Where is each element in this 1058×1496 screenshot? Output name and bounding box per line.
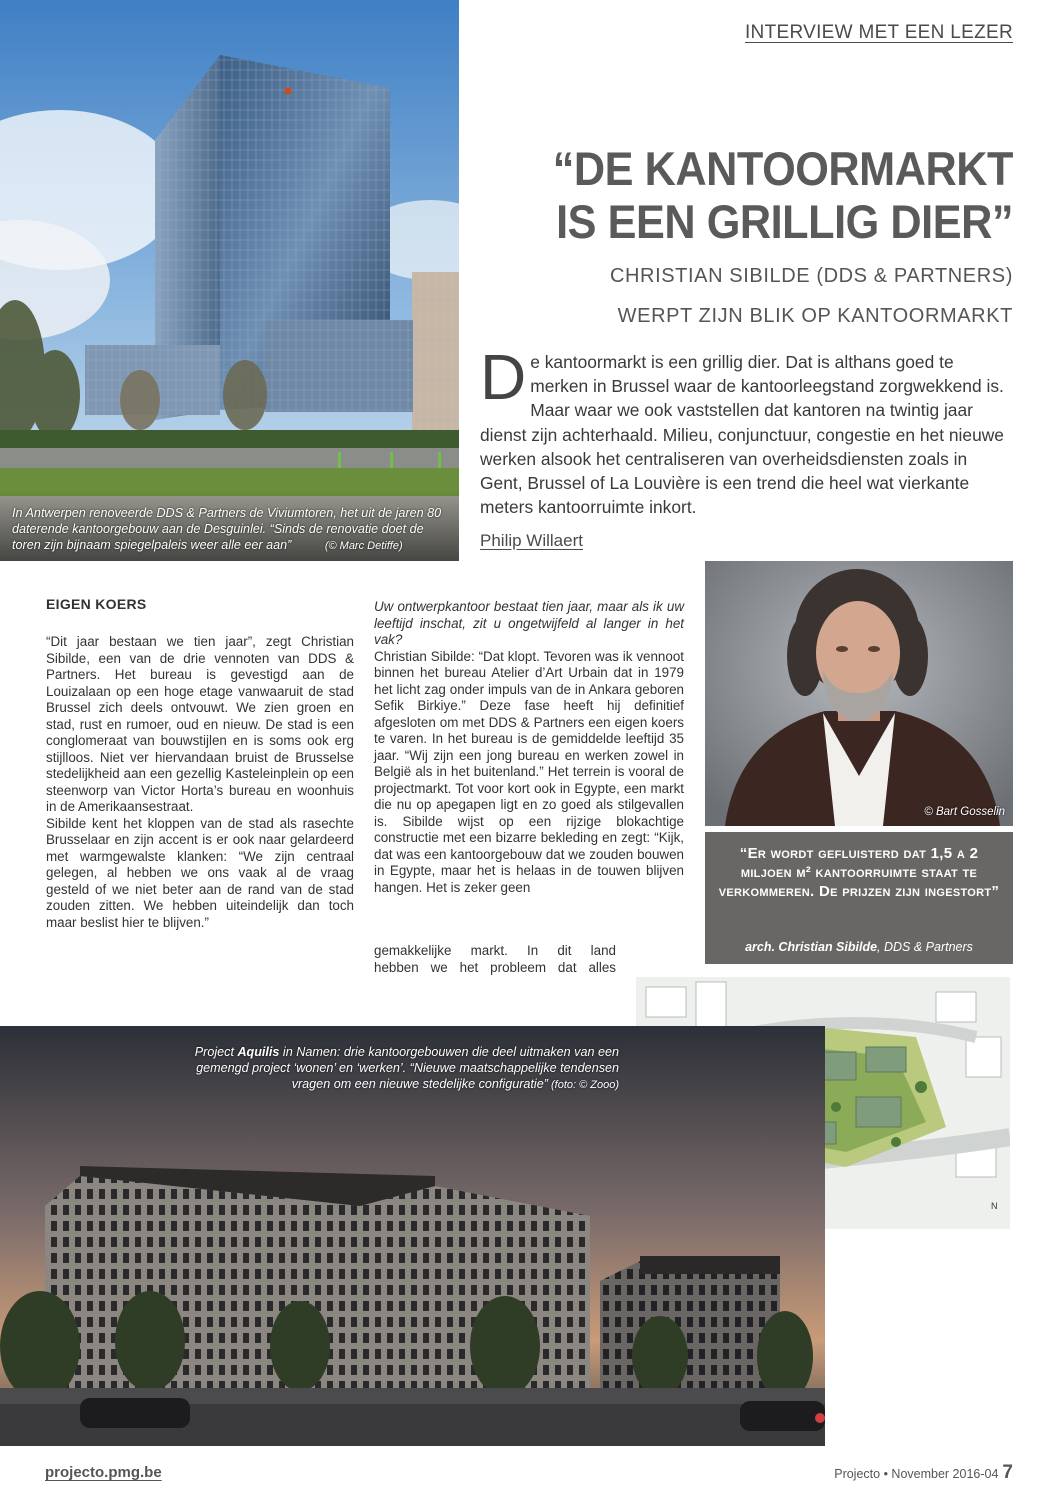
col1-paragraph-1: “Dit jaar bestaan we tien jaar”, zegt Christian Sibilde, een van de drie vennoten van DDS & Partners. Het bureau is gevestigd aan de Louizalaan op een hoge etage vanwaaruit de stad Brussel zich deels ontvouwt. We zien groen en stad, rust en rumoer, oud en nieuw. De stad is een conglomeraat van bouwstijlen en is soms ook erg stijlloos. Niet ver hiervandaan bruist de Brusselse stedelijkheid aan een gezellig Kasteleinplein op een steenworp van Victor Horta’s bureau en woonhuis in de Amerikaansestraat. [46, 634, 354, 814]
col2-tail-line-1: gemakkelijke markt. In dit land [374, 943, 616, 958]
article-column-1 [46, 634, 354, 931]
author-byline[interactable]: Philip Willaert [480, 531, 583, 550]
col1-paragraph-2: Sibilde kent het kloppen van de stad als rasechte Brusselaar en zijn accent is er ook naar gelardeerd met warmgewalste klanken: “We zijn centraal gelegen, al hebben we ons vaak al de vraag gesteld of we niet beter aan de rand van de stad zouden zitten. We hebben uiteindelijk dan toch maar beslist hier te blijven.” [46, 815, 354, 930]
aquilis-render-image [0, 1026, 825, 1446]
aquilis-credit: (foto: © Zooo) [547, 1079, 619, 1091]
tower-photo [0, 0, 459, 561]
subhead-line-2: WERPT ZIJN BLIK OP KANTOORMARKT [617, 305, 1013, 327]
aquilis-caption-name: Aquilis [237, 1045, 280, 1059]
pull-quote-attribution [715, 940, 1003, 954]
aquilis-caption [179, 1044, 619, 1093]
pull-quote-firm: , DDS & Partners [877, 940, 973, 954]
pull-quote-box [705, 832, 1013, 964]
footer-issue [834, 1462, 1013, 1484]
page-number: 7 [1002, 1462, 1013, 1483]
article-column-2-tail [374, 943, 616, 976]
footer-issue-text: Projecto • November 2016-04 [834, 1467, 999, 1481]
tower-photo-credit: (© Marc Detiffe) [324, 540, 403, 552]
aquilis-caption-pre: Project [194, 1045, 238, 1059]
pull-quote-name: arch. Christian Sibilde [745, 940, 878, 954]
article-column-2 [374, 599, 684, 896]
headline-line-2: IS EEN GRILLIG DIER” [556, 195, 1013, 248]
north-label: N [991, 1201, 998, 1211]
pull-quote-text: “Er wordt gefluisterd dat 1,5 a 2 miljoen m² kantoorruimte staat te verkommeren. De prijzen zijn ingestort” [718, 845, 1000, 900]
aquilis-caption-post: in Namen: drie kantoorgebouwen die deel uitmaken van een gemengd project ‘wonen’ en ‘werken’. “Nieuwe maatschappelijke tendensen vragen om een nieuwe stedelijke configuratie” [196, 1045, 619, 1091]
portrait-photo [705, 561, 1013, 826]
section-label: INTERVIEW MET EEN LEZER [744, 22, 1013, 43]
intro-paragraph [480, 341, 1013, 519]
tower-caption-text: In Antwerpen renoveerde DDS & Partners de Viviumtoren, het uit de jaren 80 daterende kantoorgebouw aan de Desguinlei. “Sinds de renovatie doet de toren zijn bijnaam spiegelpaleis weer alle eer aan” [12, 506, 442, 552]
col2-tail-line-2: hebben we het probleem dat alles [374, 959, 616, 975]
footer-website-link[interactable]: projecto.pmg.be [45, 1464, 162, 1481]
drop-cap: D [480, 341, 527, 413]
intro-text: e kantoormarkt is een grillig dier. Dat is althans goed te merken in Brussel waar de kantoorleegstand zorgwekkend is. Maar waar we ook vaststellen dat kantoren na twintig jaar dienst zijn achterhaald. Milieu, conjunctuur, congestie en het nieuwe werken alsook het centraliseren van overheidsdiensten zoals in Gent, Brussel of La Louvière is een trend die heel wat vierkante meters kantoorruimte inkort. [480, 352, 1004, 518]
tower-photo-caption [12, 505, 452, 554]
portrait-credit: © Bart Gosselin [924, 806, 1005, 818]
section-heading: EIGEN KOERS [46, 596, 147, 612]
interview-question: Uw ontwerpkantoor bestaat tien jaar, maar als ik uw leeftijd inschat, zit u ongetwijfeld al langer in het vak? [374, 599, 684, 647]
headline [535, 142, 1013, 248]
headline-line-1: “DE KANTOORMARKT [552, 142, 1013, 195]
subhead-line-1: CHRISTIAN SIBILDE (DDS & PARTNERS) [609, 265, 1013, 287]
interview-answer: Christian Sibilde: “Dat klopt. Tevoren was ik vennoot binnen het bureau Atelier d’Art Urbain dat in 1979 het licht zag onder impuls van de in Ankara geboren Sefik Birkiye.” Deze fase heeft hij definitief afgesloten om met DDS & Partners een eigen koers te varen. In het bureau is de gemiddelde leeftijd 35 jaar. “Wij zijn een jong bureau en werken zowel in België als in het buitenland.” Het terrein is vooral de projectmarkt. Tot voor kort ook in Egypte, een markt die nu op apegapen ligt en zo goed als stilgevallen is. Sibilde wijst op een rijzige blokachtige constructie met een bizarre bekleding en zegt: “Kijk, dat was een kantoorgebouw dat we zouden bouwen in Egypte, maar het is helaas in de touwen blijven hangen. Het is zeker geen [374, 648, 684, 895]
